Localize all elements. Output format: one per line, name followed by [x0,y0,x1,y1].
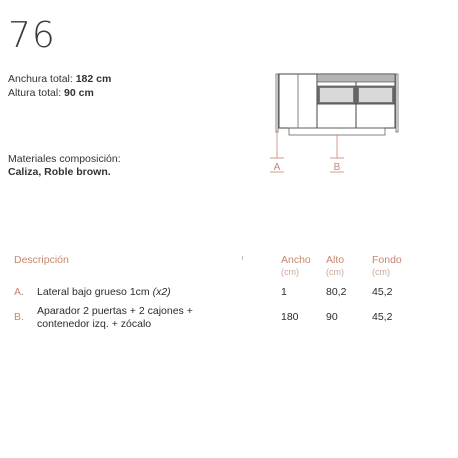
total-width-label: Anchura total: [8,73,73,85]
header-width [281,254,311,278]
row-height: 80,2 [326,286,347,298]
header-height [326,254,344,278]
total-width [8,72,111,86]
plinth [289,128,385,135]
header-depth-label: Fondo [372,254,402,266]
row-description [37,286,237,299]
glass-pane-left [320,88,353,102]
glass-pane-right [359,88,392,102]
row-description: Aparador 2 puertas + 2 cajones + contenedor izq. + zócalo [37,305,193,330]
materials-value: Caliza, Roble brown. [8,166,111,178]
materials-block [8,153,121,179]
side-panel-right [396,74,398,132]
row-letter: A. [14,286,24,298]
marker-b: B [333,162,341,173]
total-height [8,86,111,100]
header-depth [372,254,402,278]
header-separator [242,256,243,260]
model-number: 76 [8,15,56,56]
header-description: Descripción [14,254,69,266]
side-panel-left [276,74,278,132]
furniture-drawing [260,64,410,176]
drawer-band [317,74,395,82]
total-height-value: 90 cm [64,87,94,99]
header-height-unit: (cm) [326,267,344,277]
marker-a: A [273,162,281,173]
dimensions-block [8,72,111,100]
row-depth: 45,2 [372,286,393,298]
header-width-unit: (cm) [281,267,299,277]
row-letter: B. [14,311,24,323]
row-quantity-note: (x2) [152,286,171,298]
materials-label: Materiales composición: [8,153,121,165]
row-width: 1 [281,286,287,298]
total-height-label: Altura total: [8,87,62,99]
total-width-value: 182 cm [75,73,112,85]
row-depth: 45,2 [372,311,393,323]
header-depth-unit: (cm) [372,267,390,277]
header-height-label: Alto [326,254,345,266]
row-height: 90 [326,311,338,323]
row-width: 180 [281,311,299,323]
header-width-label: Ancho [281,254,311,266]
row-description-text: Lateral bajo grueso 1cm [37,286,150,298]
